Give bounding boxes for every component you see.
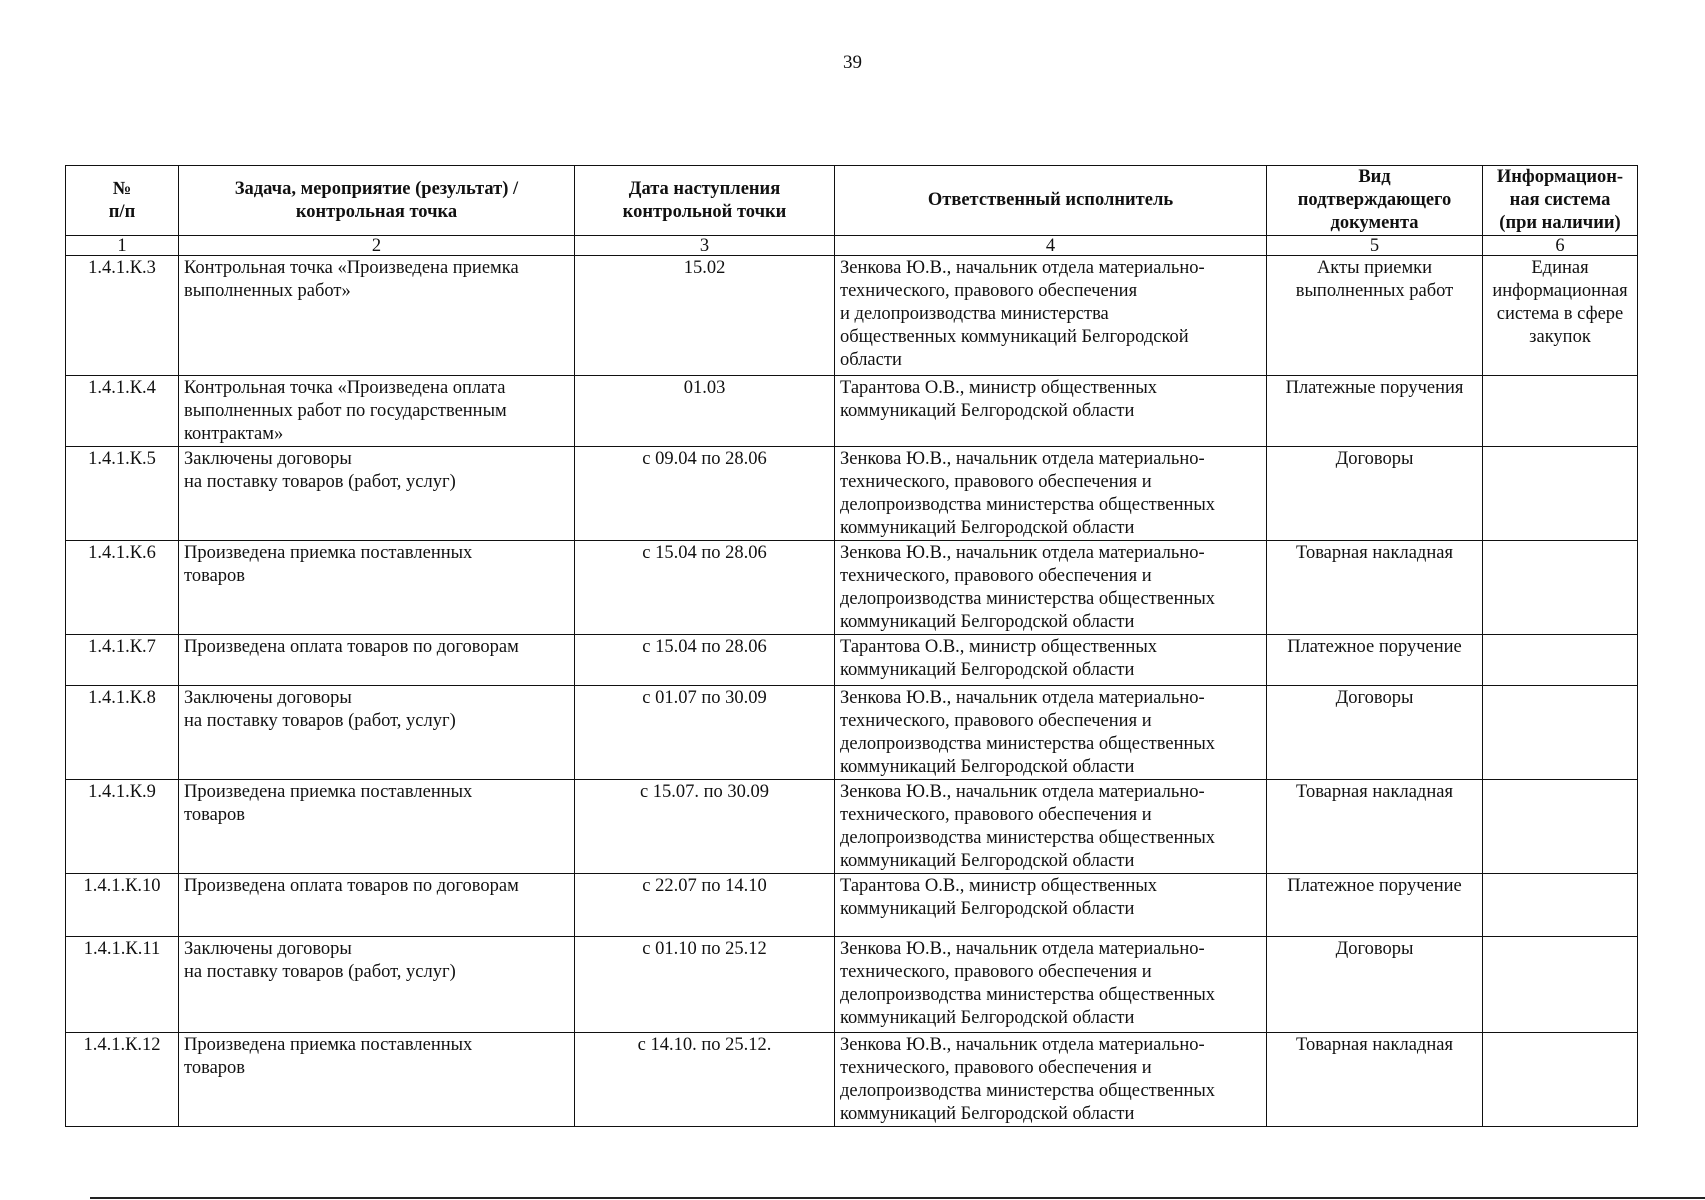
column-number-row [66, 236, 1638, 256]
row-date: с 01.10 по 25.12 [575, 937, 835, 1033]
row-date: с 15.04 по 28.06 [575, 541, 835, 635]
row-document: Товарная накладная [1267, 541, 1483, 635]
row-document: Платежное поручение [1267, 635, 1483, 686]
row-task: Произведена оплата товаров по договорам [179, 635, 575, 686]
row-document: Договоры [1267, 686, 1483, 780]
row-date: с 15.07. по 30.09 [575, 780, 835, 874]
control-points-table [65, 165, 1638, 1127]
table-row [66, 874, 1638, 937]
header-system: Информацион- ная система (при наличии) [1483, 166, 1638, 236]
row-date: 01.03 [575, 376, 835, 447]
table-row [66, 1033, 1638, 1127]
row-system [1483, 635, 1638, 686]
row-system: Единая информационная система в сфере закупок [1483, 256, 1638, 376]
row-executor: Тарантова О.В., министр общественных коммуникаций Белгородской области [835, 874, 1267, 937]
column-number: 4 [835, 236, 1267, 256]
row-system [1483, 376, 1638, 447]
row-system [1483, 874, 1638, 937]
row-system [1483, 937, 1638, 1033]
row-document: Договоры [1267, 937, 1483, 1033]
row-executor: Зенкова Ю.В., начальник отдела материально- технического, правового обеспечения и делопроизводства министерства общественных коммуникаций Белгородской области [835, 937, 1267, 1033]
bottom-scan-edge [90, 1197, 1705, 1199]
column-number: 5 [1267, 236, 1483, 256]
row-task: Произведена оплата товаров по договорам [179, 874, 575, 937]
row-document: Платежные поручения [1267, 376, 1483, 447]
table-row [66, 447, 1638, 541]
row-executor: Тарантова О.В., министр общественных коммуникаций Белгородской области [835, 376, 1267, 447]
row-date: 15.02 [575, 256, 835, 376]
table-row [66, 937, 1638, 1033]
row-executor: Зенкова Ю.В., начальник отдела материально- технического, правового обеспечения и делопроизводства министерства общественных коммуникаций Белгородской области [835, 780, 1267, 874]
row-executor: Тарантова О.В., министр общественных коммуникаций Белгородской области [835, 635, 1267, 686]
row-document: Договоры [1267, 447, 1483, 541]
column-number: 6 [1483, 236, 1638, 256]
row-executor: Зенкова Ю.В., начальник отдела материально- технического, правового обеспечения и делопроизводства министерства общественных коммуникаций Белгородской области [835, 256, 1267, 376]
row-system [1483, 1033, 1638, 1127]
header-date: Дата наступления контрольной точки [575, 166, 835, 236]
row-number: 1.4.1.К.3 [66, 256, 179, 376]
row-number: 1.4.1.К.9 [66, 780, 179, 874]
row-document: Товарная накладная [1267, 780, 1483, 874]
row-task: Произведена приемка поставленных товаров [179, 780, 575, 874]
row-document: Платежное поручение [1267, 874, 1483, 937]
row-task: Заключены договоры на поставку товаров (работ, услуг) [179, 686, 575, 780]
row-task: Контрольная точка «Произведена оплата выполненных работ по государственным контрактам» [179, 376, 575, 447]
row-number: 1.4.1.К.8 [66, 686, 179, 780]
row-executor: Зенкова Ю.В., начальник отдела материально- технического, правового обеспечения и делопроизводства министерства общественных коммуникаций Белгородской области [835, 447, 1267, 541]
table-row [66, 686, 1638, 780]
column-number: 1 [66, 236, 179, 256]
row-executor: Зенкова Ю.В., начальник отдела материально- технического, правового обеспечения и делопроизводства министерства общественных коммуникаций Белгородской области [835, 686, 1267, 780]
row-system [1483, 780, 1638, 874]
row-date: с 14.10. по 25.12. [575, 1033, 835, 1127]
header-number: № п/п [66, 166, 179, 236]
row-date: с 09.04 по 28.06 [575, 447, 835, 541]
row-document: Акты приемки выполненных работ [1267, 256, 1483, 376]
row-number: 1.4.1.К.10 [66, 874, 179, 937]
row-date: с 22.07 по 14.10 [575, 874, 835, 937]
row-task: Произведена приемка поставленных товаров [179, 541, 575, 635]
row-number: 1.4.1.К.12 [66, 1033, 179, 1127]
table-row [66, 635, 1638, 686]
table-row [66, 376, 1638, 447]
row-date: с 01.07 по 30.09 [575, 686, 835, 780]
column-number: 2 [179, 236, 575, 256]
table-row [66, 256, 1638, 376]
row-number: 1.4.1.К.6 [66, 541, 179, 635]
row-task: Заключены договоры на поставку товаров (работ, услуг) [179, 447, 575, 541]
table-header-row [66, 166, 1638, 236]
row-system [1483, 686, 1638, 780]
row-number: 1.4.1.К.5 [66, 447, 179, 541]
column-number: 3 [575, 236, 835, 256]
row-system [1483, 541, 1638, 635]
row-system [1483, 447, 1638, 541]
row-number: 1.4.1.К.4 [66, 376, 179, 447]
row-number: 1.4.1.К.11 [66, 937, 179, 1033]
row-document: Товарная накладная [1267, 1033, 1483, 1127]
row-date: с 15.04 по 28.06 [575, 635, 835, 686]
row-executor: Зенкова Ю.В., начальник отдела материально- технического, правового обеспечения и делопроизводства министерства общественных коммуникаций Белгородской области [835, 541, 1267, 635]
header-document: Вид подтверждающего документа [1267, 166, 1483, 236]
header-task: Задача, мероприятие (результат) / контрольная точка [179, 166, 575, 236]
table-row [66, 541, 1638, 635]
row-task: Контрольная точка «Произведена приемка выполненных работ» [179, 256, 575, 376]
row-number: 1.4.1.К.7 [66, 635, 179, 686]
row-task: Заключены договоры на поставку товаров (работ, услуг) [179, 937, 575, 1033]
row-executor: Зенкова Ю.В., начальник отдела материально- технического, правового обеспечения и делопроизводства министерства общественных коммуникаций Белгородской области [835, 1033, 1267, 1127]
header-executor: Ответственный исполнитель [835, 166, 1267, 236]
page-number: 39 [843, 52, 862, 73]
row-task: Произведена приемка поставленных товаров [179, 1033, 575, 1127]
table-row [66, 780, 1638, 874]
